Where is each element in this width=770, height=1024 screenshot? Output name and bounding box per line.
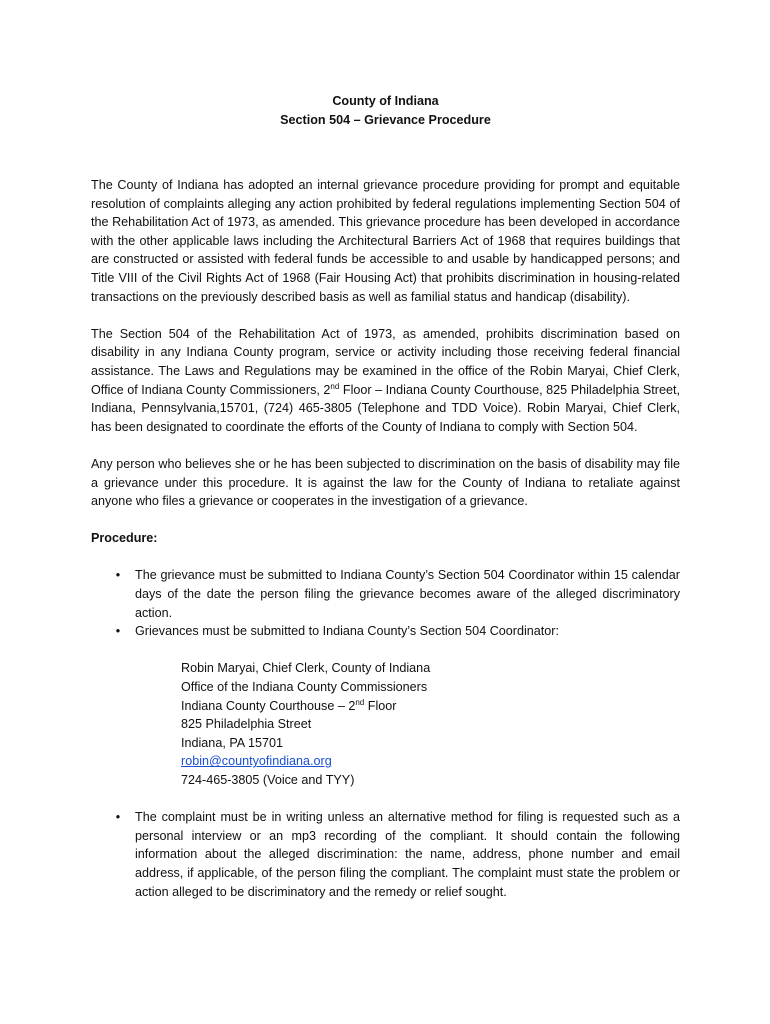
email-link[interactable]: robin@countyofindiana.org: [181, 754, 332, 769]
bullet-icon: •: [115, 810, 121, 825]
address-courthouse: [181, 697, 680, 716]
address-floor-superscript: nd: [355, 697, 365, 707]
document-title: [91, 92, 680, 130]
document-page: [91, 92, 680, 901]
intro-paragraph: The County of Indiana has adopted an internal grievance procedure providing for prompt and equitable resolution of complaints alleging any action prohibited by federal regulations implementing Section 504 of the Rehabilitation Act of 1973, as amended. This grievance procedure has been developed in accordance with the other applicable laws including the Architectural Barriers Act of 1968 that requires buildings that are constructed or assisted with federal funds be accessible to and usable by handicapped persons; and Title VIII of the Civil Rights Act of 1968 (Fair Housing Act) that prohibits discrimination in housing-related transactions on the previously described basis as well as familial status and handicap (disability).: [91, 178, 680, 304]
procedure-list: [91, 566, 680, 640]
retaliation-paragraph: Any person who believes she or he has been subjected to discrimination on the basis of disability may file a grievance under this procedure. It is against the law for the County of Indiana to retaliate against anyone who files a grievance or cooperates in the investigation of a grievance.: [91, 456, 680, 509]
section-504-text-part2: Floor – Indiana County Courthouse, 825 Philadelphia Street, Indiana, Pennsylvania,15701, (724) 465-3805 (Telephone and TDD Voice). Robin Maryai, Chief Clerk, has been designated to coordinate the efforts of the County of Indiana to comply with Section 504.: [91, 382, 680, 434]
coordinator-address: [181, 659, 680, 789]
address-phone: 724-465-3805 (Voice and TYY): [181, 773, 355, 787]
address-courthouse-part2: Floor: [364, 698, 397, 713]
procedure-list-continued: [91, 808, 680, 901]
bullet-icon: •: [115, 568, 121, 583]
address-courthouse-part1: Indiana County Courthouse – 2: [181, 698, 356, 713]
bullet-icon: •: [115, 624, 121, 639]
list-item: [91, 808, 680, 901]
section-504-text-part1: The Section 504 of the Rehabilitation Act of 1973, as amended, prohibits discrimination based on disability in any Indiana County program, service or activity including those receiving federal financial assistance. The Laws and Regulations may be examined in the office of the Robin Maryai, Chief Clerk, Office of Indiana County Commissioners, 2: [91, 326, 680, 397]
address-city: Indiana, PA 15701: [181, 735, 284, 750]
procedure-heading: Procedure:: [91, 531, 158, 546]
list-item: [91, 566, 680, 622]
bullet-text: Grievances must be submitted to Indiana County’s Section 504 Coordinator:: [135, 624, 559, 639]
bullet-text: The grievance must be submitted to Indiana County’s Section 504 Coordinator within 15 calendar days of the date the person filing the grievance becomes aware of the alleged discriminatory action.: [135, 568, 680, 620]
floor-superscript: nd: [330, 381, 340, 391]
section-504-paragraph: [91, 325, 680, 437]
title-county: County of Indiana: [332, 94, 439, 108]
bullet-text: The complaint must be in writing unless an alternative method for filing is requested such as a personal interview or an mp3 recording of the compliant. It should contain the following information about the alleged discrimination: the name, address, phone number and email address, if applicable, of the person filing the compliant. The complaint must state the problem or action alleged to be discriminatory and the remedy or relief sought.: [135, 810, 680, 899]
title-section: Section 504 – Grievance Procedure: [280, 113, 491, 127]
address-street: 825 Philadelphia Street: [181, 717, 312, 732]
address-name: Robin Maryai, Chief Clerk, County of Indiana: [181, 661, 431, 676]
address-office: Office of the Indiana County Commissioners: [181, 680, 428, 695]
list-item: [91, 622, 680, 641]
